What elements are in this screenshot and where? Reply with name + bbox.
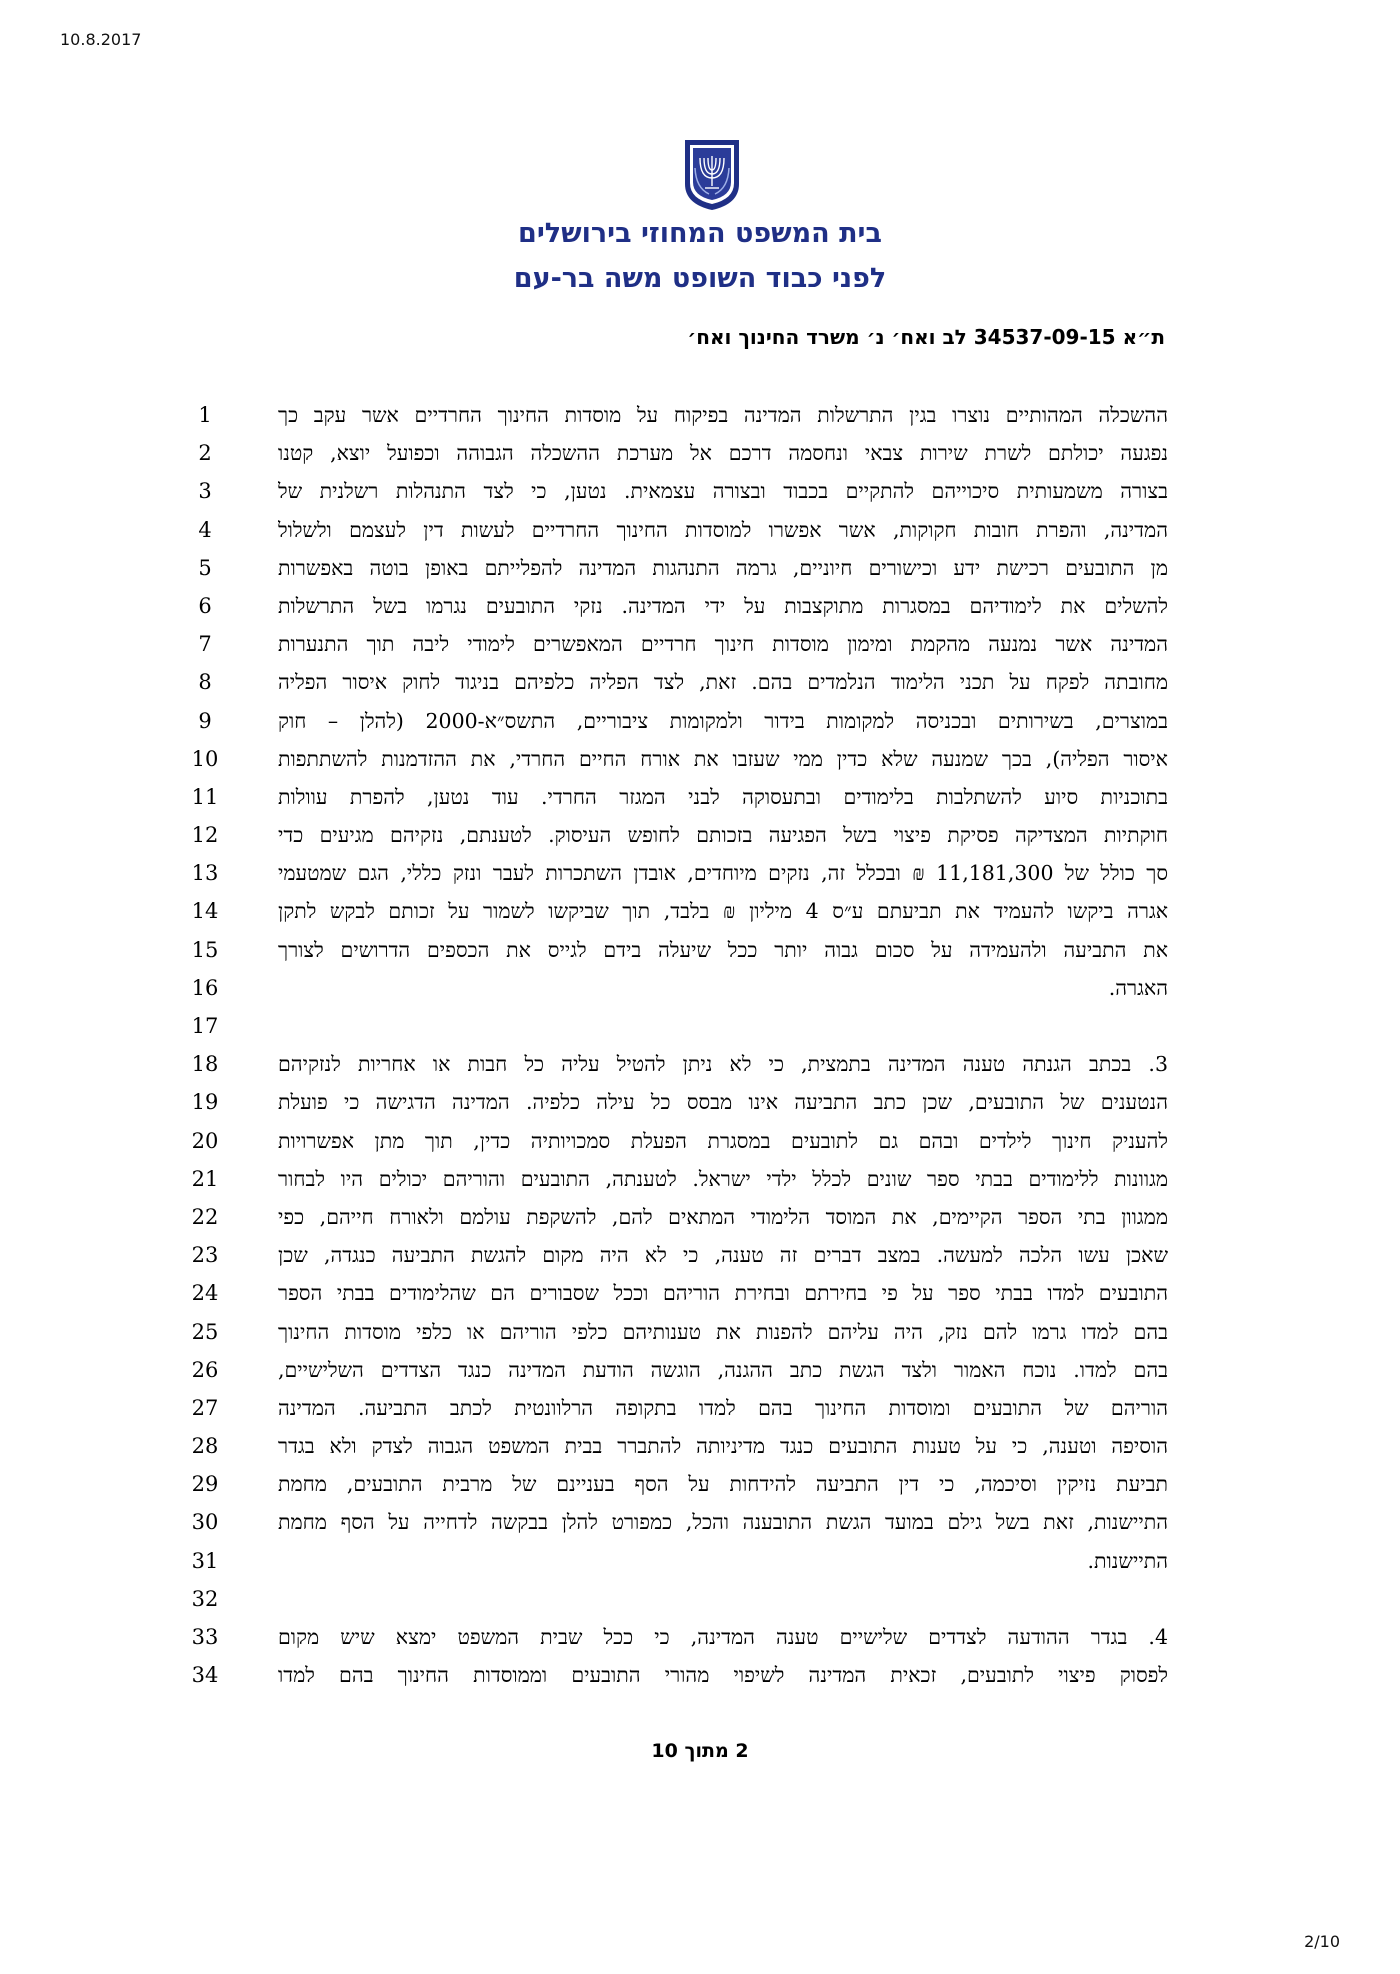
line-number: 22 [191, 1204, 219, 1229]
line-text: ההשכלה המהותיים נוצרו בגין התרשלות המדינה בפיקוח על מוסדות החינוך החרדיים אשר עקב כך [278, 403, 1168, 427]
line-text: הנטענים של התובעים, שכן כתב התביעה אינו מבסס כל עילה כלפיה. המדינה הדגישה כי פועלת [278, 1090, 1168, 1115]
line-number: 14 [191, 899, 219, 924]
document-line [0, 1083, 1400, 1121]
line-text: איסור הפליה), בכך שמנעה שלא כדין ממי שעזבו את אורח החיים החרדי, את ההזדמנות להשתתפות [278, 746, 1168, 771]
document-line [0, 931, 1400, 969]
document-line [0, 625, 1400, 663]
line-text: את התביעה ולהעמידה על סכום גבוה יותר ככל שיעלה בידם לגייס את הכספים הדרושים לצורך [278, 937, 1168, 962]
line-text: בהם למדו גרמו להם נזק, היה עליהם להפנות את טענותיהם כלפי הוריהם או כלפי מוסדות החינוך [278, 1319, 1168, 1344]
line-number: 32 [191, 1586, 219, 1611]
judge-name: לפני כבוד השופט משה בר-עם [513, 263, 887, 294]
line-number: 6 [198, 593, 212, 618]
line-number: 34 [191, 1663, 219, 1688]
line-text: המדינה, והפרת חובות חקוקות, אשר אפשרו למוסדות החינוך החרדיים לעשות דין לעצמם ולשלול [278, 517, 1168, 542]
line-number: 13 [191, 861, 219, 886]
document-line [0, 434, 1400, 472]
document-line [0, 1122, 1400, 1160]
document-line [0, 1045, 1400, 1083]
line-text: להעניק חינוך לילדים ובהם גם לתובעים במסגרת הפעלת סמכויותיה כדין, תוך מתן אפשרויות [278, 1128, 1168, 1153]
document-line [0, 1503, 1400, 1541]
document-line [0, 1618, 1400, 1656]
document-line [0, 663, 1400, 701]
line-number: 9 [198, 708, 212, 733]
line-number: 12 [191, 823, 219, 848]
line-number: 16 [191, 975, 219, 1000]
document-line [0, 472, 1400, 510]
case-caption: ת״א 34537-09-15 לב ואח׳ נ׳ משרד החינוך ואח׳ [687, 325, 1165, 349]
document-line [0, 778, 1400, 816]
line-number: 20 [191, 1128, 219, 1153]
line-number: 11 [191, 784, 219, 809]
line-text: מגוונות ללימודים בבתי ספר שונים לכלל ילדי ישראל. לטענתה, התובעים והוריהם יכולים היו לבחור [278, 1166, 1168, 1191]
document-line [0, 1160, 1400, 1198]
line-text: התיישנות, זאת בשל גילם במועד הגשת התובענה והכל, כמפורט להלן בבקשה לדחייה על הסף מחמת [278, 1510, 1168, 1535]
line-text: בהם למדו. נוכח האמור ולצד הגשת כתב ההגנה, הוגשה הודעת המדינה כנגד הצדדים השלישיים, [278, 1357, 1168, 1382]
document-line [0, 702, 1400, 740]
line-number: 29 [191, 1472, 219, 1497]
document-line [0, 969, 1400, 1007]
document-line [0, 1198, 1400, 1236]
line-text: האגרה. [1108, 975, 1168, 1000]
line-number: 24 [191, 1281, 219, 1306]
document-line [0, 1465, 1400, 1503]
state-emblem-icon [681, 138, 743, 212]
line-text: במוצרים, בשירותים ובכניסה למקומות בידור ולמקומות ציבוריים, התשס״א-2000 (להלן – חוק [278, 708, 1168, 733]
line-number: 5 [198, 555, 212, 580]
document-line [0, 1427, 1400, 1465]
line-text: להשלים את לימודיהם במסגרות מתוקצבות על ידי המדינה. נזקי התובעים נגרמו בשל התרשלות [278, 593, 1168, 618]
page-indicator: 2 מתוך 10 [651, 1740, 749, 1762]
print-date: 10.8.2017 [60, 30, 142, 49]
line-text: 4. בגדר ההודעה לצדדים שלישיים טענה המדינה, כי ככל שבית המשפט ימצא שיש מקום [278, 1625, 1168, 1649]
line-text: הוסיפה וטענה, כי על טענות התובעים כנגד מדיניותה להתברר בבית המשפט הגבוה לצדק ולא בגדר [278, 1434, 1168, 1459]
line-text: חוקתיות המצדיקה פסיקת פיצוי בשל הפגיעה בזכותם לחופש העיסוק. לטענתם, נזקיהם מגיעים כדי [278, 823, 1168, 848]
document-line [0, 816, 1400, 854]
line-number: 30 [191, 1510, 219, 1535]
document-line [0, 1656, 1400, 1694]
line-number: 8 [198, 670, 212, 695]
line-number: 19 [191, 1090, 219, 1115]
document-line [0, 511, 1400, 549]
document-line [0, 1389, 1400, 1427]
document-line [0, 396, 1400, 434]
line-number: 1 [198, 403, 212, 427]
line-number: 31 [191, 1548, 219, 1573]
line-text: מן התובעים רכישת ידע וכישורים חיוניים, גרמה התנהגות המדינה להפלייתם באופן בוטה באפשרות [278, 555, 1168, 580]
line-number: 27 [191, 1395, 219, 1420]
line-number: 3 [198, 479, 212, 504]
document-line [0, 1313, 1400, 1351]
line-text: ממגוון בתי הספר הקיימים, את המוסד הלימודי המתאים להם, להשקפת עולמם ולאורח חייהם, כפי [278, 1204, 1168, 1229]
line-text: התיישנות. [1087, 1548, 1168, 1573]
line-number: 21 [191, 1166, 219, 1191]
line-text: המדינה אשר נמנעה מהקמת ומימון מוסדות חינוך חרדיים המאפשרים לימודי ליבה תוך התנערות [278, 632, 1168, 657]
document-line [0, 740, 1400, 778]
line-number: 4 [198, 517, 212, 542]
line-text: התובעים למדו בבתי ספר על פי בחירתם ובחירת הוריהם וככל שסבורים הם שהלימודים בבתי הספר [278, 1281, 1168, 1306]
line-number: 17 [191, 1014, 219, 1038]
line-number: 7 [198, 632, 212, 657]
document-line [0, 1007, 1400, 1045]
line-number: 25 [191, 1319, 219, 1344]
line-number: 33 [191, 1625, 219, 1649]
document-line [0, 1274, 1400, 1312]
line-number: 10 [191, 746, 219, 771]
line-number: 26 [191, 1357, 219, 1382]
line-number: 15 [191, 937, 219, 962]
line-number: 2 [198, 441, 212, 466]
document-line [0, 1580, 1400, 1618]
line-text: מחובתה לפקח על תכני הלימוד הנלמדים בהם. זאת, לצד הפליה כלפיהם בניגוד לחוק איסור הפליה [278, 670, 1168, 695]
line-text: הוריהם של התובעים ומוסדות החינוך בהם למדו בתקופה הרלוונטית לכתב התביעה. המדינה [278, 1395, 1168, 1420]
line-text: בצורה משמעותית סיכוייהם להתקיים בכבוד ובצורה עצמאית. נטען, כי לצד התנהלות רשלנית של [278, 479, 1168, 504]
court-name: בית המשפט המחוזי בירושלים [518, 218, 882, 249]
line-number: 28 [191, 1434, 219, 1459]
document-line [0, 892, 1400, 930]
line-text: אגרה ביקשו להעמיד את תביעתם ע״ס 4 מיליון ₪ בלבד, תוך שביקשו לשמור על זכותם לבקש לתקן [278, 899, 1168, 924]
line-text: 3. בכתב הגנתה טענה המדינה בתמצית, כי לא ניתן להטיל עליה כל חבות או אחריות לנזקיהם [278, 1052, 1168, 1077]
line-text: בתוכניות סיוע להשתלבות בלימודים ובתעסוקה לבני המגזר החרדי. עוד נטען, להפרת עוולות [278, 784, 1168, 809]
document-body [0, 396, 1400, 1694]
document-line [0, 587, 1400, 625]
document-line [0, 1351, 1400, 1389]
document-line [0, 854, 1400, 892]
line-number: 18 [191, 1052, 219, 1077]
line-text: סך כולל של 11,181,300 ₪ ובכלל זה, נזקים מיוחדים, אובדן השתכרות לעבר ונזק כללי, הגם שמטעמי [278, 861, 1168, 886]
line-text: נפגעה יכולתם לשרת שירות צבאי ונחסמה דרכם אל מערכת ההשכלה הגבוהה וכפועל יוצא, קטנו [278, 441, 1168, 466]
document-line [0, 1236, 1400, 1274]
document-line [0, 549, 1400, 587]
print-page-number: 2/10 [1304, 1932, 1340, 1951]
line-number: 23 [191, 1243, 219, 1268]
line-text: תביעת נזיקין וסיכמה, כי דין התביעה להידחות על הסף בעניינם של מרבית התובעים, מחמת [278, 1472, 1168, 1497]
document-line [0, 1542, 1400, 1580]
line-text: שאכן עשו הלכה למעשה. במצב דברים זה טענה, כי לא היה מקום להגשת התביעה כנגדה, שכן [278, 1243, 1168, 1268]
line-text: לפסוק פיצוי לתובעים, זכאית המדינה לשיפוי מהורי התובעים וממוסדות החינוך בהם למדו [278, 1663, 1168, 1688]
